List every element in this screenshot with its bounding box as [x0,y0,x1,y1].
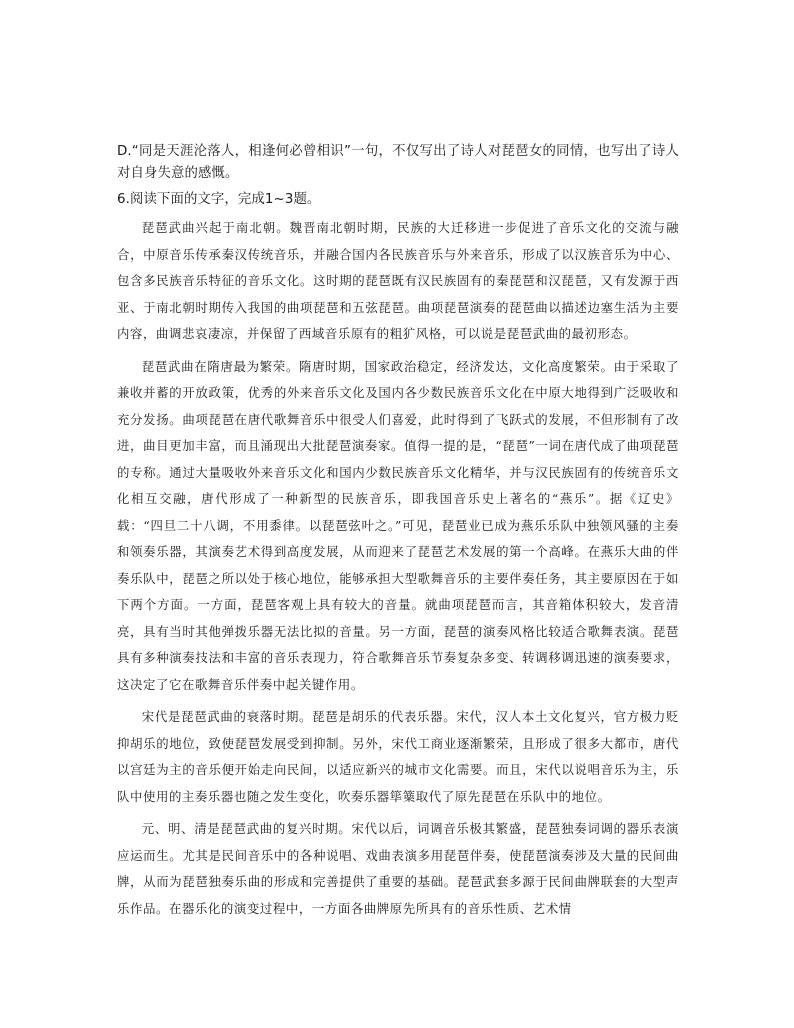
passage-paragraph-1: 琵琶武曲兴起于南北朝。魏晋南北朝时期，民族的大迁移进一步促进了音乐文化的交流与融合，中原音乐传承秦汉传统音乐，并融合国内各民族音乐与外来音乐，形成了以汉族音乐为中心、包含多民族音乐特征的音乐文化。这时期的琵琶既有汉民族固有的秦琵琶和汉琵琶，又有发源于西亚、于南北朝时期传入我国的曲项琵琶和五弦琵琶。曲项琵琶演奏的琵琶曲以描述边塞生活为主要内容，曲调悲哀凄凉，并保留了西域音乐原有的粗犷风格，可以说是琵琶武曲的最初形态。 [117,220,679,341]
passage-paragraph-3: 宋代是琵琶武曲的衰落时期。琵琶是胡乐的代表乐器。宋代，汉人本土文化复兴，官方极力贬抑胡乐的地位，致使琵琶发展受到抑制。另外，宋代工商业逐渐繁荣，且形成了很多大都市，唐代以宫廷为主的音乐便开始走向民间，以适应新兴的城市文化需要。而且，宋代以说唱音乐为主，乐队中使用的主奏乐器也随之发生变化，吹奏乐器筚篥取代了原先琵琶在乐队中的地位。 [117,709,679,804]
question-6-prompt: 6.阅读下面的文字，完成1~3题。 [117,192,321,207]
passage-paragraph-4: 元、明、清是琵琶武曲的复兴时期。宋代以后，词调音乐极其繁盛，琵琶独奏词调的器乐表演应运而生。尤其是民间音乐中的各种说唱、戏曲表演多用琵琶伴奏，使琵琶演奏涉及大量的民间曲牌，从而为琵琶独奏乐曲的形成和完善提供了重要的基础。琵琶武套多源于民间曲牌联套的大型声乐作品。在器乐化的演变过程中，一方面各曲牌原先所具有的音乐性质、艺术情 [117,821,679,916]
passage-paragraph-2: 琵琶武曲在隋唐最为繁荣。隋唐时期，国家政治稳定，经济发达，文化高度繁荣。由于采取了兼收并蓄的开放政策，优秀的外来音乐文化及国内各少数民族音乐文化在中原大地得到广泛吸收和充分发扬。曲项琵琶在唐代歌舞音乐中很受人们喜爱，此时得到了飞跃式的发展，不但形制有了改进，曲目更加丰富，而且涌现出大批琵琶演奏家。值得一提的是，“琵琶”一词在唐代成了曲项琵琶的专称。通过大量吸收外来音乐文化和国内少数民族音乐文化精华，并与汉民族固有的传统音乐文化相互交融，唐代形成了一种新型的民族音乐，即我国音乐史上著名的“燕乐”。据《辽史》载：“四旦二十八调，不用黍律。以琵琶弦叶之。”可见，琵琶业已成为燕乐乐队中独领风骚的主奏和领奏乐器，其演奏艺术得到高度发展，从而迎来了琵琶艺术发展的第一个高峰。在燕乐大曲的伴奏乐队中，琵琶之所以处于核心地位，能够承担大型歌舞音乐的主要伴奏任务，其主要原因在于如下两个方面。一方面，琵琶客观上具有较大的音量。就曲项琵琶而言，其音箱体积较大，发音清亮，具有当时其他弹拨乐器无法比拟的音量。另一方面，琵琶的演奏风格比较适合歌舞表演。琵琶具有多种演奏技法和丰富的音乐表现力，符合歌舞音乐节奏复杂多变、转调移调迅速的演奏要求，这决定了它在歌舞音乐伴奏中起关键作用。 [117,358,679,692]
document-page [117,141,679,922]
option-d-text: D.“同是天涯沦落人，相逢何必曾相识”一句，不仅写出了诗人对琵琶女的同情，也写出了诗人对自身失意的感慨。 [117,144,679,181]
